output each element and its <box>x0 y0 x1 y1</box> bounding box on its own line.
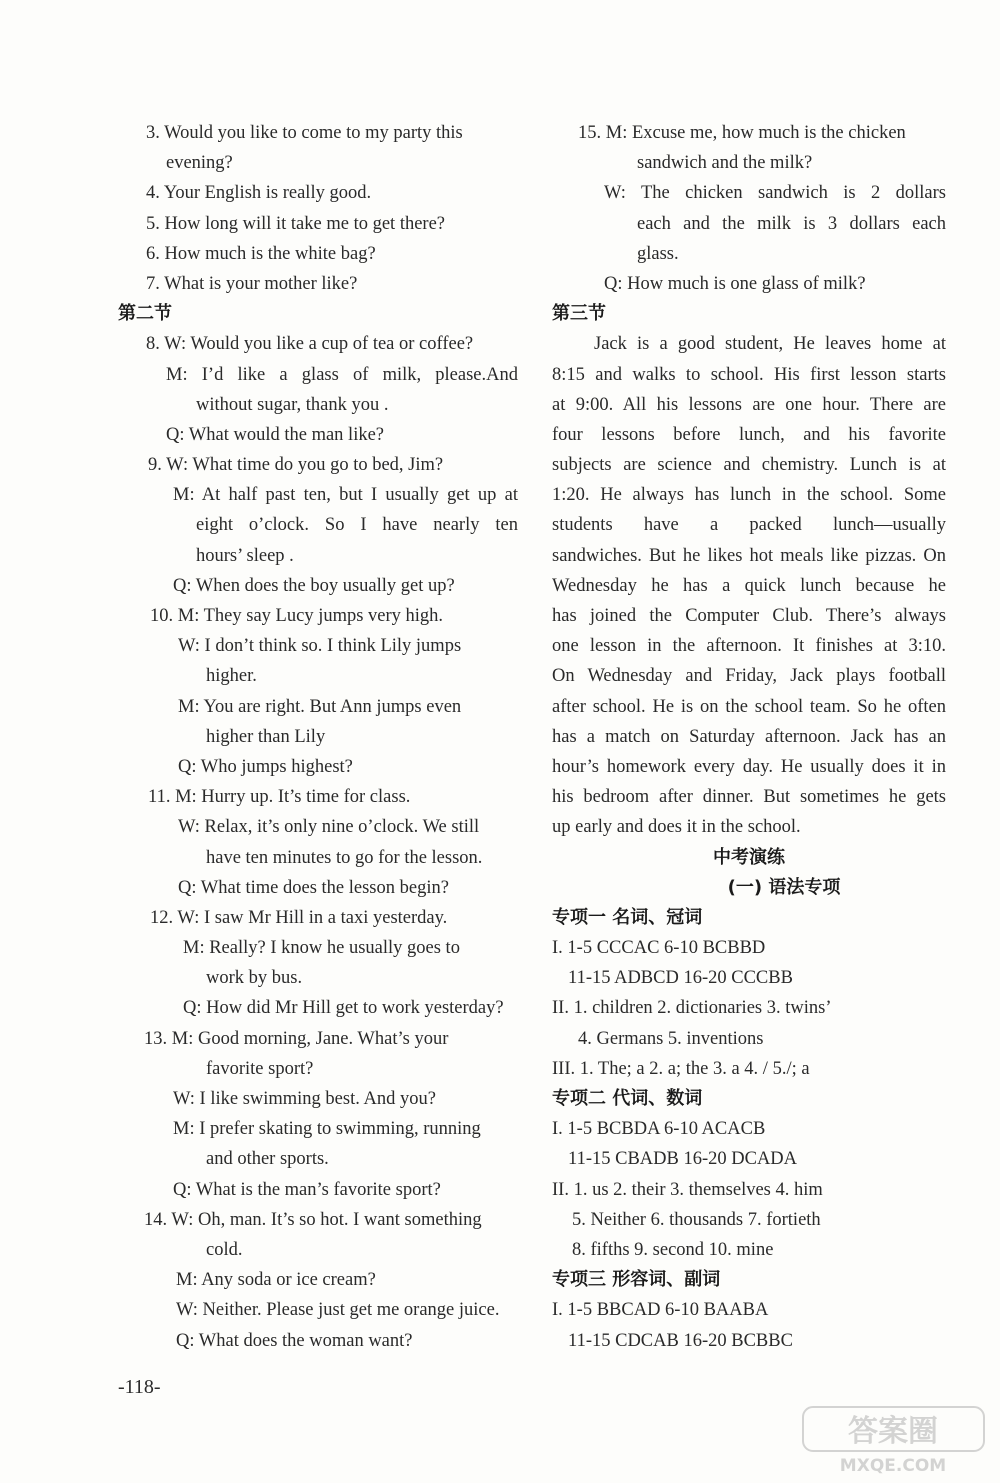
left-column <box>118 118 518 1356</box>
svg-text:MXQE.COM: MXQE.COM <box>839 1456 947 1475</box>
text-line: 5. Neither 6. thousands 7. fortieth <box>572 1209 821 1230</box>
text-line: has joined the Computer Club. There’s always <box>552 606 946 626</box>
text-line: hour’s homework every day. He usually does it in <box>552 756 946 777</box>
text-line: cold. <box>206 1239 243 1260</box>
text-line: (一) 语法专项 <box>727 876 841 898</box>
text-line: 14. W: Oh, man. It’s so hot. I want something <box>144 1209 482 1230</box>
text-line: M: Any soda or ice cream? <box>176 1270 376 1291</box>
text-line: I. 1-5 BCBDA 6-10 ACACB <box>552 1119 766 1140</box>
text-line: has a match on Saturday afternoon. Jack has an <box>552 726 946 747</box>
text-line: III. 1. The; a 2. a; the 3. a 4. / 5./; a <box>552 1058 810 1079</box>
text-line: W: Relax, it’s only nine o’clock. We still <box>178 817 480 838</box>
text-line: each and the milk is 3 dollars each <box>637 213 946 234</box>
text-line: 6. How much is the white bag? <box>146 243 376 264</box>
text-line: 专项一 名词、冠词 <box>552 906 703 928</box>
text-line: 专项二 代词、数词 <box>552 1088 703 1109</box>
text-line: up early and does it in the school. <box>552 817 801 838</box>
text-line: 5. How long will it take me to get there? <box>146 213 446 234</box>
text-line: W: The chicken sandwich is 2 dollars <box>604 183 946 204</box>
text-line: Q: How did Mr Hill get to work yesterday? <box>183 998 504 1019</box>
watermark-logo <box>801 1405 986 1475</box>
text-line: 10. M: They say Lucy jumps very high. <box>150 606 444 626</box>
text-line: evening? <box>166 153 233 174</box>
text-line: 7. What is your mother like? <box>146 273 358 294</box>
text-line: M: You are right. But Ann jumps even <box>178 696 462 717</box>
text-line: favorite sport? <box>206 1058 314 1079</box>
text-line: W: I like swimming best. And you? <box>173 1089 436 1109</box>
text-line: sandwich and the milk? <box>637 153 813 174</box>
text-line: M: Really? I know he usually goes to <box>183 938 460 959</box>
text-line: 11. M: Hurry up. It’s time for class. <box>148 787 411 808</box>
text-line: Q: What would the man like? <box>166 424 385 445</box>
text-line: his bedroom after dinner. But sometimes he gets <box>552 787 946 808</box>
text-line: Q: When does the boy usually get up? <box>173 575 455 596</box>
text-line: without sugar, thank you . <box>196 394 389 415</box>
text-line: higher. <box>206 666 257 687</box>
text-line: Jack is a good student, He leaves home at <box>594 334 946 355</box>
text-line: 专项三 形容词、副词 <box>552 1269 721 1291</box>
text-line: have ten minutes to go for the lesson. <box>206 847 483 868</box>
text-line: Wednesday he has a quick lunch because he <box>552 575 946 596</box>
text-line: On Wednesday and Friday, Jack plays football <box>552 666 946 687</box>
text-line: students have a packed lunch—usually <box>552 515 946 536</box>
text-line: 8. W: Would you like a cup of tea or coffee? <box>146 334 474 355</box>
text-line: 13. M: Good morning, Jane. What’s your <box>144 1028 449 1049</box>
text-line: 11-15 CBADB 16-20 DCADA <box>568 1149 798 1170</box>
text-line: 中考演练 <box>713 846 785 868</box>
text-line: M: At half past ten, but I usually get up at <box>173 485 518 506</box>
text-line: eight o’clock. So I have nearly ten <box>196 515 518 536</box>
text-line: 12. W: I saw Mr Hill in a taxi yesterday. <box>150 907 448 928</box>
text-line: four lessons before lunch, and his favorite <box>552 424 946 445</box>
text-line: higher than Lily <box>206 726 326 747</box>
text-line: glass. <box>637 243 679 264</box>
text-line: 4. Your English is really good. <box>146 183 372 204</box>
text-line: and other sports. <box>206 1149 329 1170</box>
text-line: 11-15 CDCAB 16-20 BCBBC <box>568 1330 793 1351</box>
text-line: 8:15 and walks to school. His first lesson starts <box>552 364 946 385</box>
text-line: one lesson in the afternoon. It finishes at 3:10. <box>552 636 946 657</box>
text-line: M: I prefer skating to swimming, running <box>173 1119 481 1140</box>
text-line: II. 1. us 2. their 3. themselves 4. him <box>552 1179 823 1200</box>
text-line: at 9:00. All his lessons are one hour. There are <box>552 394 946 415</box>
text-line: II. 1. children 2. dictionaries 3. twins’ <box>552 998 832 1019</box>
text-line: 4. Germans 5. inventions <box>578 1028 764 1049</box>
text-line: 1:20. He always has lunch in the school. Some <box>552 485 946 506</box>
text-line: Q: What does the woman want? <box>176 1330 413 1351</box>
text-line: Q: Who jumps highest? <box>178 756 353 777</box>
text-line: 第三节 <box>552 303 606 325</box>
text-line: 第二节 <box>118 303 172 325</box>
text-line: Q: What is the man’s favorite sport? <box>173 1179 441 1200</box>
text-line: W: I don’t think so. I think Lily jumps <box>178 636 462 657</box>
text-line: 3. Would you like to come to my party this <box>146 123 463 143</box>
text-line: sandwiches. But he likes hot meals like pizzas. On <box>552 545 946 566</box>
page-number: -118- <box>118 1376 161 1398</box>
text-line: work by bus. <box>206 968 303 989</box>
text-line: after school. He is on the school team. So he often <box>552 696 946 717</box>
svg-text:答案圈: 答案圈 <box>848 1414 938 1449</box>
text-line: M: I’d like a glass of milk, please.And <box>166 364 518 385</box>
text-line: Q: What time does the lesson begin? <box>178 877 449 898</box>
text-line: hours’ sleep . <box>196 545 294 566</box>
text-line: I. 1-5 CCCAC 6-10 BCBBD <box>552 938 766 959</box>
text-line: 8. fifths 9. second 10. mine <box>572 1239 774 1260</box>
text-line: 15. M: Excuse me, how much is the chicken <box>578 123 906 143</box>
text-line: Q: How much is one glass of milk? <box>604 273 866 294</box>
text-line: W: Neither. Please just get me orange juice. <box>176 1300 500 1321</box>
text-line: subjects are science and chemistry. Lunch is at <box>552 455 946 476</box>
text-line: 11-15 ADBCD 16-20 CCCBB <box>568 968 793 989</box>
right-column <box>552 118 946 1356</box>
text-line: I. 1-5 BBCAD 6-10 BAABA <box>552 1300 769 1321</box>
text-line: 9. W: What time do you go to bed, Jim? <box>148 455 444 476</box>
